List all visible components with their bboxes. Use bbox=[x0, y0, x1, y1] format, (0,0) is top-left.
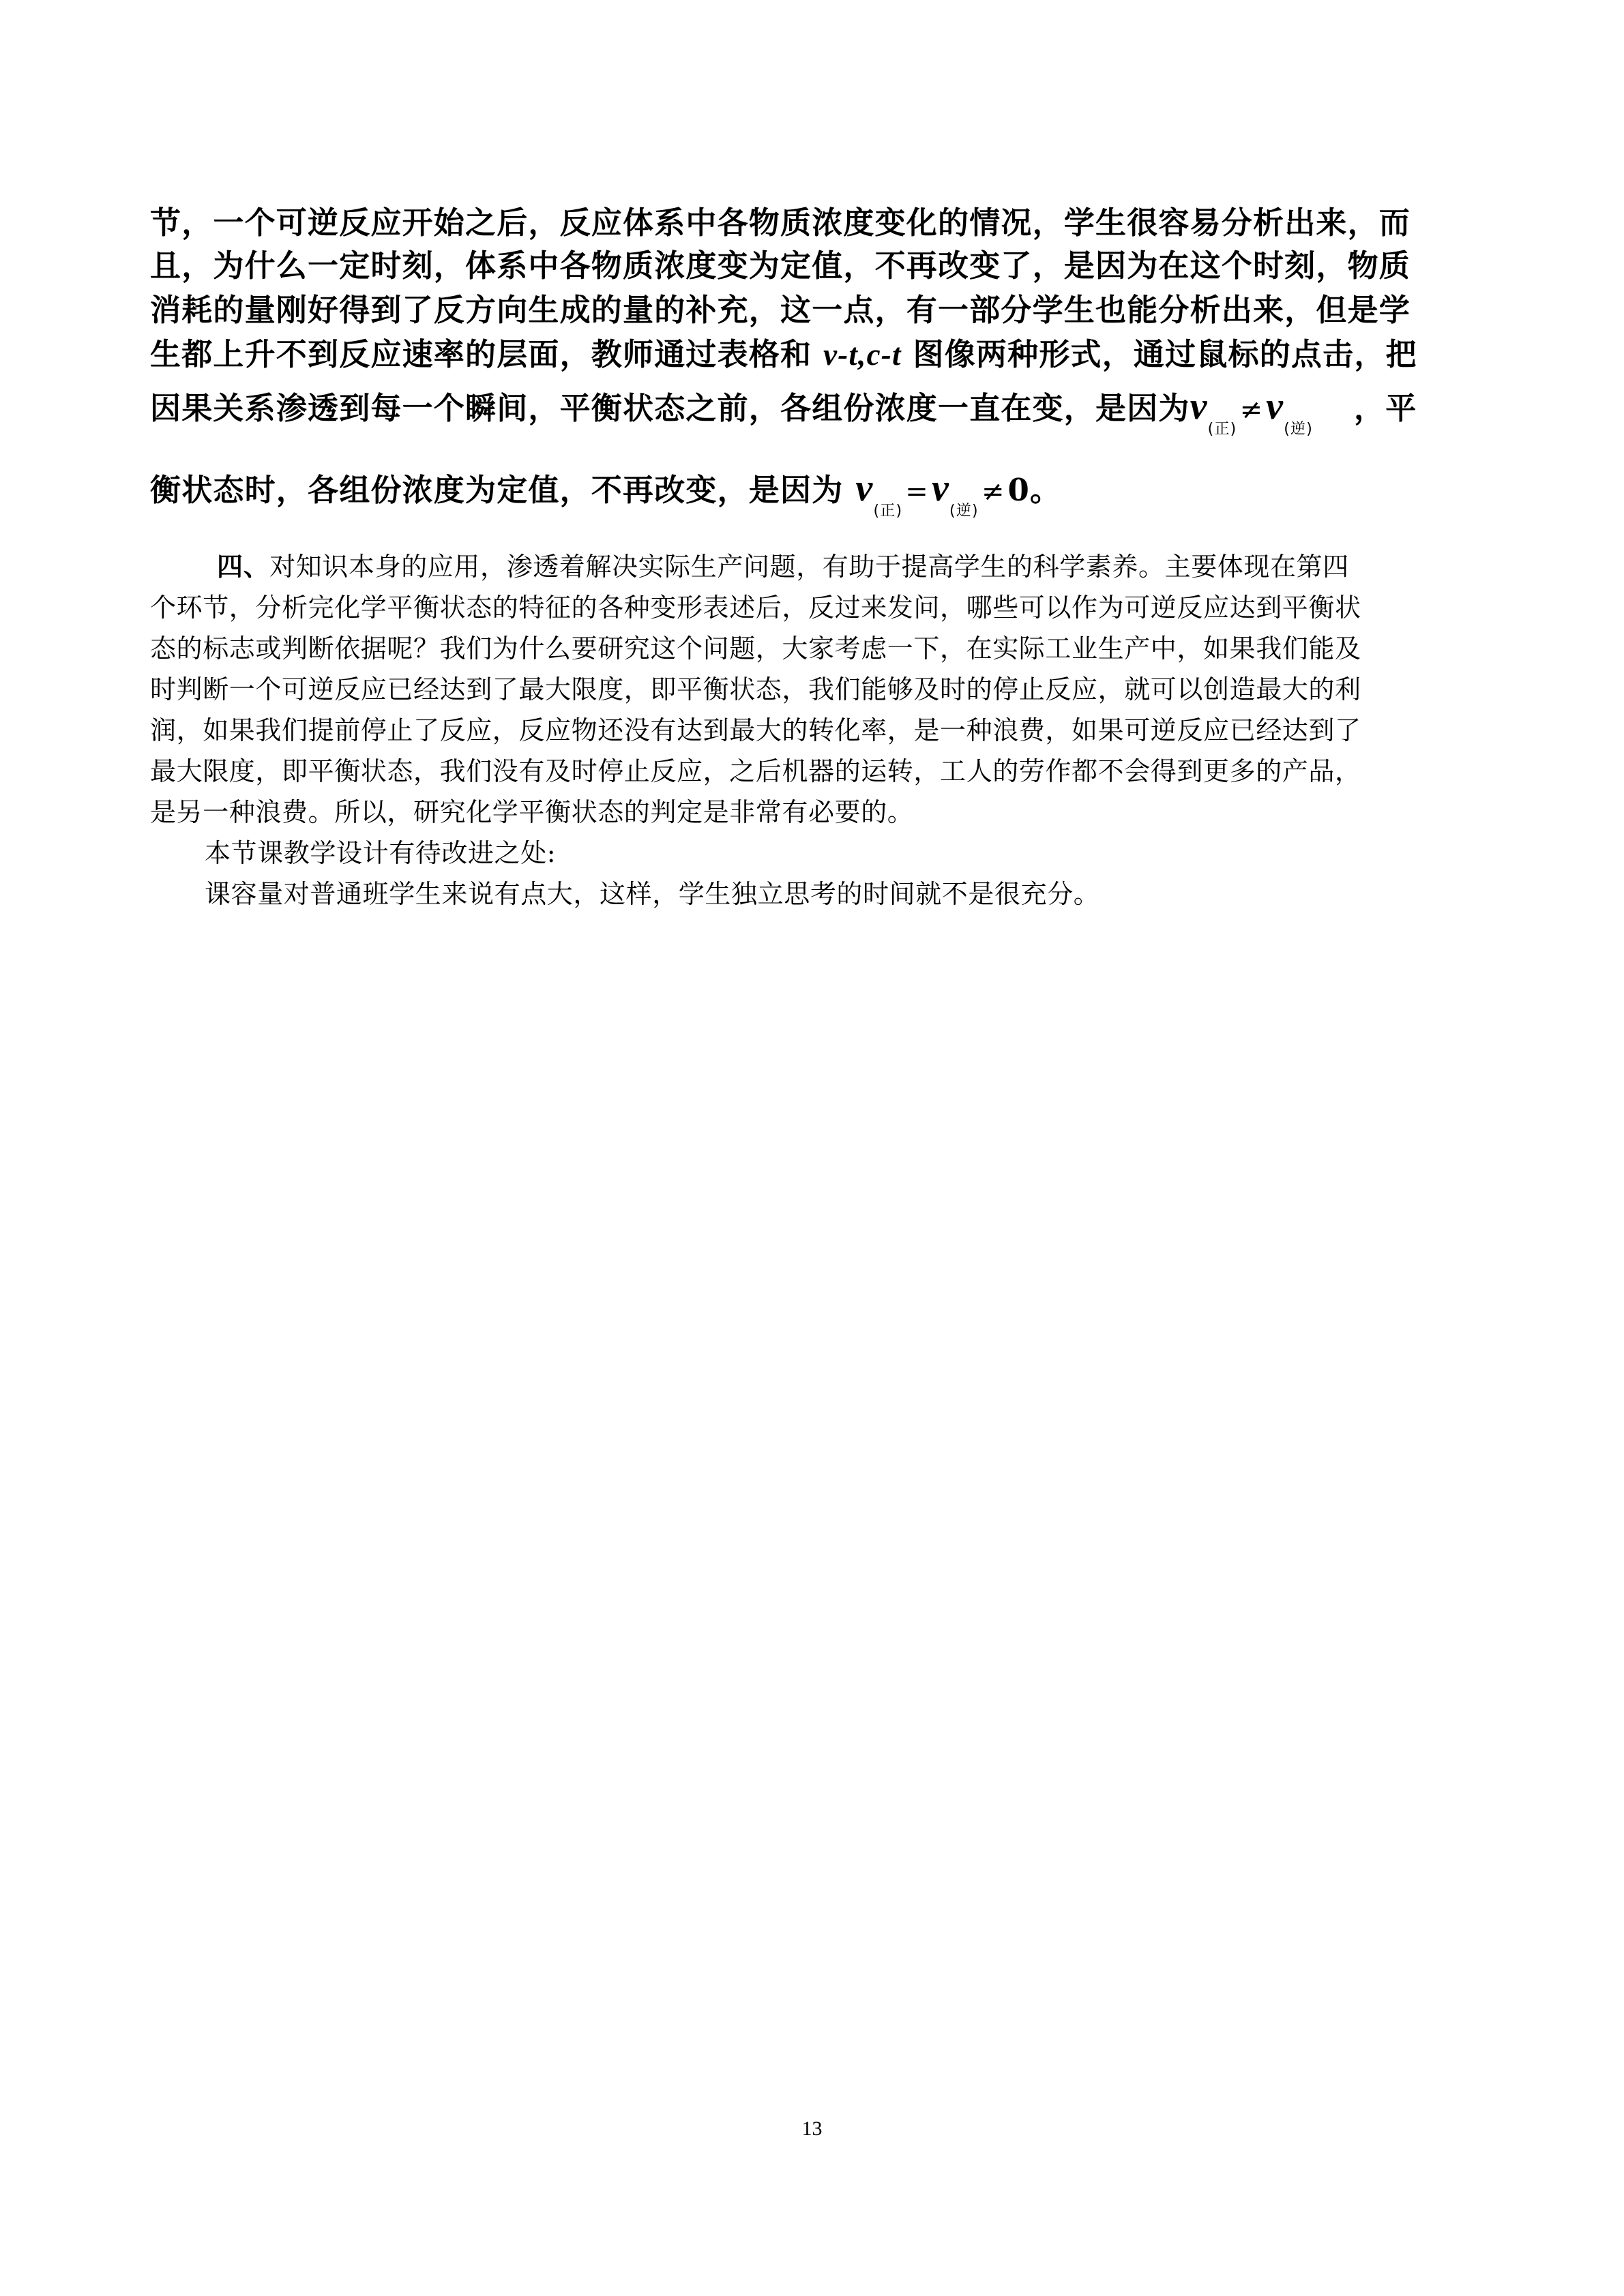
paragraph-2-line-4: 时判断一个可逆反应已经达到了最大限度，即平衡状态，我们能够及时的停止反应，就可以创造最大的利 bbox=[150, 674, 1361, 704]
line-4-text-before: 生都上升不到反应速率的层面，教师通过表格和 bbox=[150, 336, 824, 372]
not-equal-sign: ≠ bbox=[981, 476, 1005, 507]
paragraph-2-line-5: 润，如果我们提前停止了反应，反应物还没有达到最大的转化率，是一种浪费，如果可逆反应已经达到了 bbox=[150, 715, 1361, 745]
improvement-heading: 本节课教学设计有待改进之处: bbox=[205, 838, 557, 868]
forward-subscript: (正) bbox=[1207, 421, 1237, 438]
rate-symbol-forward: v bbox=[855, 467, 874, 509]
reverse-subscript: (逆) bbox=[1284, 421, 1314, 438]
forward-subscript: (正) bbox=[873, 503, 903, 520]
line-6-text-after: 0。 bbox=[1007, 472, 1062, 508]
section-number: 四、 bbox=[217, 551, 270, 582]
paragraph-2-line-6: 最大限度，即平衡状态，我们没有及时停止反应，之后机器的运转，工人的劳作都不会得到更多的产品， bbox=[150, 756, 1361, 786]
rate-equality-formula bbox=[855, 466, 1007, 520]
paragraph-1-line-6 bbox=[150, 465, 1062, 520]
paragraph-1-line-1: 节，一个可逆反应开始之后，反应体系中各物质浓度变化的情况，学生很容易分析出来，而 bbox=[150, 205, 1411, 241]
paragraph-2-line-1 bbox=[217, 546, 1349, 583]
reverse-subscript: (逆) bbox=[949, 503, 979, 520]
line-5-text-before: 因果关系渗透到每一个瞬间，平衡状态之前，各组份浓度一直在变，是因为 bbox=[150, 390, 1190, 426]
paragraph-1-line-5 bbox=[150, 383, 1417, 438]
page-number: 13 bbox=[801, 2117, 823, 2140]
paragraph-2-line-2: 个环节，分析完化学平衡状态的特征的各种变形表述后，反过来发问，哪些可以作为可逆反应达到平衡状 bbox=[150, 593, 1361, 623]
rate-symbol-reverse: v bbox=[931, 467, 950, 509]
paragraph-2-line-7: 是另一种浪费。所以，研究化学平衡状态的判定是非常有必要的。 bbox=[150, 797, 914, 827]
line-5-text-after: ，平 bbox=[1354, 390, 1417, 426]
improvement-text: 课容量对普通班学生来说有点大，这样，学生独立思考的时间就不是很充分。 bbox=[205, 879, 1100, 909]
paragraph-1-line-2: 且，为什么一定时刻，体系中各物质浓度变为定值，不再改变了，是因为在这个时刻，物质 bbox=[150, 248, 1411, 284]
paragraph-1-line-4 bbox=[150, 329, 1417, 374]
not-equal-sign: ≠ bbox=[1239, 394, 1264, 426]
graph-types-label: v-t,c-t bbox=[823, 338, 902, 372]
paragraph-2-line-1-text: 对知识本身的应用，渗透着解决实际生产问题，有助于提高学生的科学素养。主要体现在第四 bbox=[269, 552, 1349, 582]
equal-sign: = bbox=[905, 476, 929, 507]
paragraph-1-line-3: 消耗的量刚好得到了反方向生成的量的补充，这一点，有一部分学生也能分析出来，但是学 bbox=[150, 292, 1411, 328]
rate-symbol-reverse: v bbox=[1266, 385, 1284, 428]
paragraph-2-line-3: 态的标志或判断依据呢？我们为什么要研究这个问题，大家考虑一下，在实际工业生产中，如果我们能及 bbox=[150, 633, 1361, 664]
line-4-text-after: 图像两种形式，通过鼠标的点击，把 bbox=[901, 336, 1417, 372]
line-6-text-before: 衡状态时，各组份浓度为定值，不再改变，是因为 bbox=[150, 472, 844, 508]
rate-inequality-formula bbox=[1190, 385, 1314, 438]
rate-symbol-forward: v bbox=[1190, 385, 1208, 428]
